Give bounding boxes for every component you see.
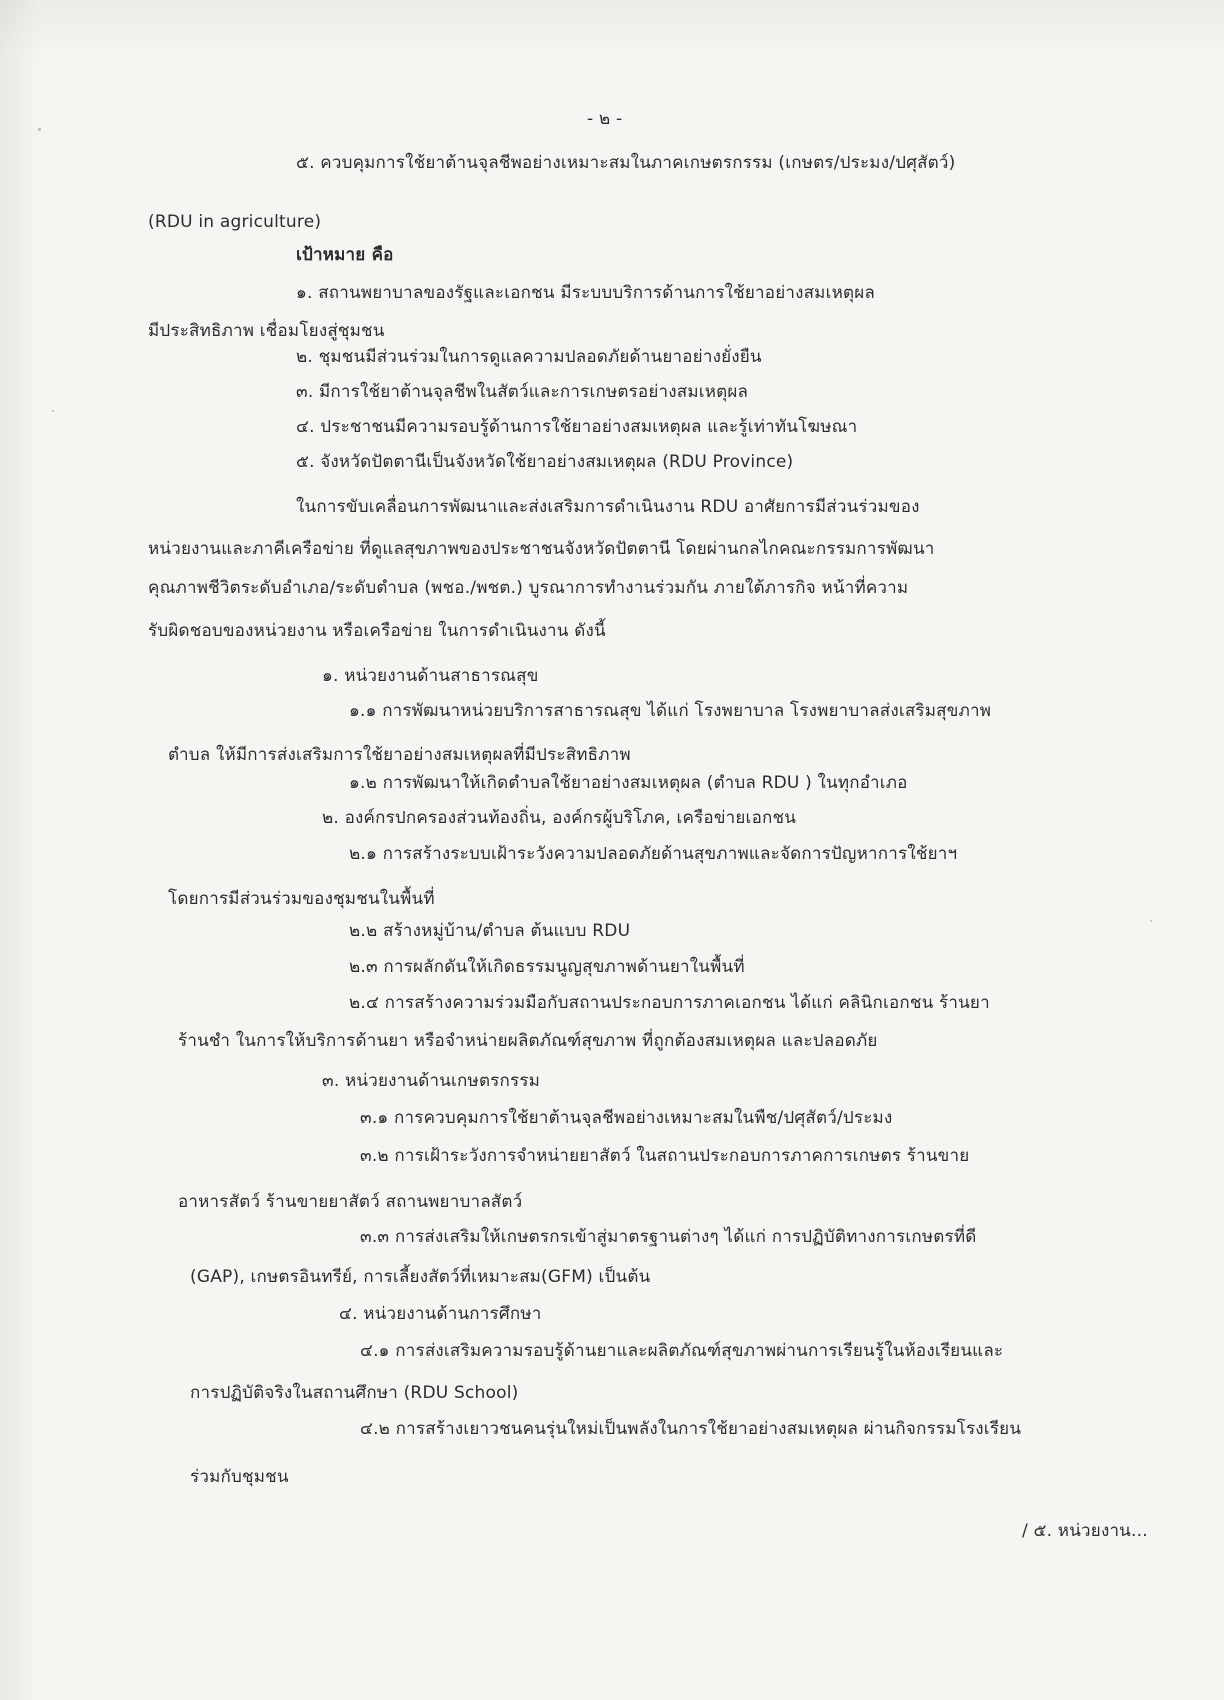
unit-heading-1: ๑. หน่วยงานด้านสาธารณสุข xyxy=(322,666,539,686)
text-line: ตำบล ให้มีการส่งเสริมการใช้ยาอย่างสมเหตุผลที่มีประสิทธิภาพ xyxy=(168,745,631,765)
sub-item-1-1: ๑.๑ การพัฒนาหน่วยบริการสาธารณสุข ได้แก่ โรงพยาบาล โรงพยาบาลส่งเสริมสุขภาพ xyxy=(349,701,992,721)
text-line: (RDU in agriculture) xyxy=(148,212,322,232)
goal-item-5: ๕. จังหวัดปัตตานีเป็นจังหวัดใช้ยาอย่างสมเหตุผล (RDU Province) xyxy=(296,452,794,472)
text-line: ร้านชำ ในการให้บริการด้านยา หรือจำหน่ายผลิตภัณฑ์สุขภาพ ที่ถูกต้องสมเหตุผล และปลอดภัย xyxy=(178,1031,878,1051)
paragraph-line: คุณภาพชีวิตระดับอำเภอ/ระดับตำบล (พชอ./พชต.) บูรณาการทำงานร่วมกัน ภายใต้ภารกิจ หน้าที่ความ xyxy=(148,578,909,598)
paragraph-line: รับผิดชอบของหน่วยงาน หรือเครือข่าย ในการดำเนินงาน ดังนี้ xyxy=(148,621,606,641)
scan-speck xyxy=(52,410,54,412)
sub-item-3-2: ๓.๒ การเฝ้าระวังการจำหน่ายยาสัตว์ ในสถานประกอบการภาคการเกษตร ร้านขาย xyxy=(360,1146,970,1166)
sub-item-4-2: ๔.๒ การสร้างเยาวชนคนรุ่นใหม่เป็นพลังในการใช้ยาอย่างสมเหตุผล ผ่านกิจกรรมโรงเรียน xyxy=(360,1419,1022,1439)
text-line: มีประสิทธิภาพ เชื่อมโยงสู่ชุมชน xyxy=(148,321,385,341)
text-line: (GAP), เกษตรอินทรีย์, การเลี้ยงสัตว์ที่เหมาะสม(GFM) เป็นต้น xyxy=(190,1267,651,1287)
continuation-note: / ๕. หน่วยงาน... xyxy=(1022,1521,1148,1541)
unit-heading-2: ๒. องค์กรปกครองส่วนท้องถิ่น, องค์กรผู้บริโภค, เครือข่ายเอกชน xyxy=(322,808,797,828)
paragraph-line: ในการขับเคลื่อนการพัฒนาและส่งเสริมการดำเนินงาน RDU อาศัยการมีส่วนร่วมของ xyxy=(296,497,920,517)
goal-item-3: ๓. มีการใช้ยาต้านจุลชีพในสัตว์และการเกษตรอย่างสมเหตุผล xyxy=(296,382,749,402)
sub-item-2-4: ๒.๔ การสร้างความร่วมมือกับสถานประกอบการภาคเอกชน ได้แก่ คลินิกเอกชน ร้านยา xyxy=(349,993,990,1013)
unit-heading-4: ๔. หน่วยงานด้านการศึกษา xyxy=(339,1304,542,1324)
goal-item-1: ๑. สถานพยาบาลของรัฐและเอกชน มีระบบบริการด้านการใช้ยาอย่างสมเหตุผล xyxy=(296,283,876,303)
paragraph-line: หน่วยงานและภาคีเครือข่าย ที่ดูแลสุขภาพของประชาชนจังหวัดปัตตานี โดยผ่านกลไกคณะกรรมการพัฒนา xyxy=(148,539,935,559)
sub-item-2-2: ๒.๒ สร้างหมู่บ้าน/ตำบล ต้นแบบ RDU xyxy=(349,921,631,941)
scan-speck xyxy=(1150,920,1152,922)
text-line: อาหารสัตว์ ร้านขายยาสัตว์ สถานพยาบาลสัตว์ xyxy=(178,1192,523,1212)
text-line: การปฏิบัติจริงในสถานศึกษา (RDU School) xyxy=(190,1383,519,1403)
goal-item-4: ๔. ประชาชนมีความรอบรู้ด้านการใช้ยาอย่างสมเหตุผล และรู้เท่าทันโฆษณา xyxy=(296,417,858,437)
goal-item-2: ๒. ชุมชนมีส่วนร่วมในการดูแลความปลอดภัยด้านยาอย่างยั่งยืน xyxy=(296,347,762,367)
page-number: - ๒ - xyxy=(587,109,623,129)
scan-speck xyxy=(38,128,41,131)
sub-item-3-3: ๓.๓ การส่งเสริมให้เกษตรกรเข้าสู่มาตรฐานต่างๆ ได้แก่ การปฏิบัติทางการเกษตรที่ดี xyxy=(360,1227,977,1247)
section-heading-5: ๕. ควบคุมการใช้ยาต้านจุลชีพอย่างเหมาะสมในภาคเกษตรกรรม (เกษตร/ประมง/ปศุสัตว์) xyxy=(296,153,956,173)
sub-item-1-2: ๑.๒ การพัฒนาให้เกิดตำบลใช้ยาอย่างสมเหตุผล (ตำบล RDU ) ในทุกอำเภอ xyxy=(349,773,908,793)
sub-item-2-1: ๒.๑ การสร้างระบบเฝ้าระวังความปลอดภัยด้านสุขภาพและจัดการปัญหาการใช้ยาฯ xyxy=(349,844,958,864)
sub-item-2-3: ๒.๓ การผลักดันให้เกิดธรรมนูญสุขภาพด้านยาในพื้นที่ xyxy=(349,957,745,977)
unit-heading-3: ๓. หน่วยงานด้านเกษตรกรรม xyxy=(322,1071,541,1091)
text-line: โดยการมีส่วนร่วมของชุมชนในพื้นที่ xyxy=(168,889,435,909)
sub-item-4-1: ๔.๑ การส่งเสริมความรอบรู้ด้านยาและผลิตภัณฑ์สุขภาพผ่านการเรียนรู้ในห้องเรียนและ xyxy=(360,1341,1004,1361)
sub-item-3-1: ๓.๑ การควบคุมการใช้ยาต้านจุลชีพอย่างเหมาะสมในพืช/ปศุสัตว์/ประมง xyxy=(360,1108,893,1128)
text-line: ร่วมกับชุมชน xyxy=(190,1467,289,1487)
goal-heading: เป้าหมาย คือ xyxy=(296,245,394,265)
